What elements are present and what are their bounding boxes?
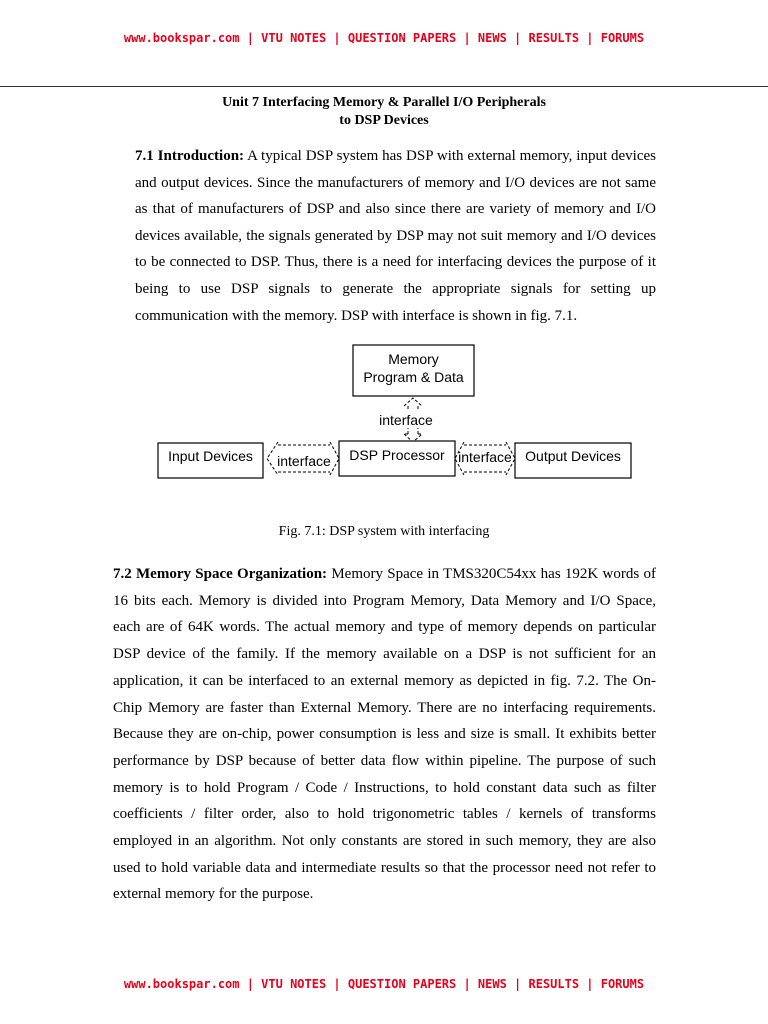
input-devices-label: Input Devices bbox=[168, 448, 253, 464]
memory-label-2: Program & Data bbox=[363, 369, 464, 385]
title-line-1: Unit 7 Interfacing Memory & Parallel I/O Peripherals bbox=[222, 95, 546, 110]
dsp-processor-label: DSP Processor bbox=[349, 447, 445, 463]
output-devices-label: Output Devices bbox=[525, 448, 621, 464]
dsp-system-diagram bbox=[150, 338, 640, 488]
intro-heading: 7.1 Introduction: bbox=[135, 148, 245, 164]
intro-paragraph bbox=[135, 143, 656, 329]
header-banner[interactable]: www.bookspar.com | VTU NOTES | QUESTION PAPERS | NEWS | RESULTS | FORUMS bbox=[123, 31, 645, 45]
memory-heading: 7.2 Memory Space Organization: bbox=[113, 566, 328, 582]
page-title bbox=[0, 94, 768, 130]
interface-top-label: interface bbox=[379, 412, 433, 428]
title-line-2: to DSP Devices bbox=[339, 113, 429, 128]
figure-caption: Fig. 7.1: DSP system with interfacing bbox=[278, 524, 490, 539]
footer-banner[interactable]: www.bookspar.com | VTU NOTES | QUESTION PAPERS | NEWS | RESULTS | FORUMS bbox=[123, 977, 645, 991]
intro-body: A typical DSP system has DSP with external memory, input devices and output devices. Since the manufacturers of memory and I/O devices are not same as that of manufacturers of DSP and also since there are variety of memory and I/O devices available, the signals generated by DSP may not suit memory and I/O devices to be connected to DSP. Thus, there is a need for interfacing devices the purpose of it being to use DSP signals to generate the appropriate signals for setting up communication with the memory. DSP with interface is shown in fig. 7.1. bbox=[135, 148, 656, 324]
memory-body: Memory Space in TMS320C54xx has 192K words of 16 bits each. Memory is divided into Program Memory, Data Memory and I/O Space, each are of 64K words. The actual memory and type of memory depends on particular DSP device of the family. If the memory available on a DSP is not sufficient for an application, it can be interfaced to an external memory as depicted in fig. 7.2. The On-Chip Memory are faster than External Memory. There are no interfacing requirements. Because they are on-chip, power consumption is less and size is small. It exhibits better performance by DSP because of better data flow within pipeline. The purpose of such memory is to hold Program / Code / Instructions, to hold constant data such as filter coefficients / filter order, also to hold trigonometric tables / kernels of transforms employed in an algorithm. Not only constants are stored in such memory, they are also used to hold variable data and intermediate results so that the processor need not refer to external memory for the purpose. bbox=[113, 566, 656, 903]
memory-label-1: Memory bbox=[388, 351, 439, 367]
interface-right-label: interface bbox=[458, 449, 512, 465]
interface-left-label: interface bbox=[277, 453, 331, 469]
header-divider bbox=[0, 86, 768, 87]
memory-paragraph bbox=[113, 561, 656, 908]
